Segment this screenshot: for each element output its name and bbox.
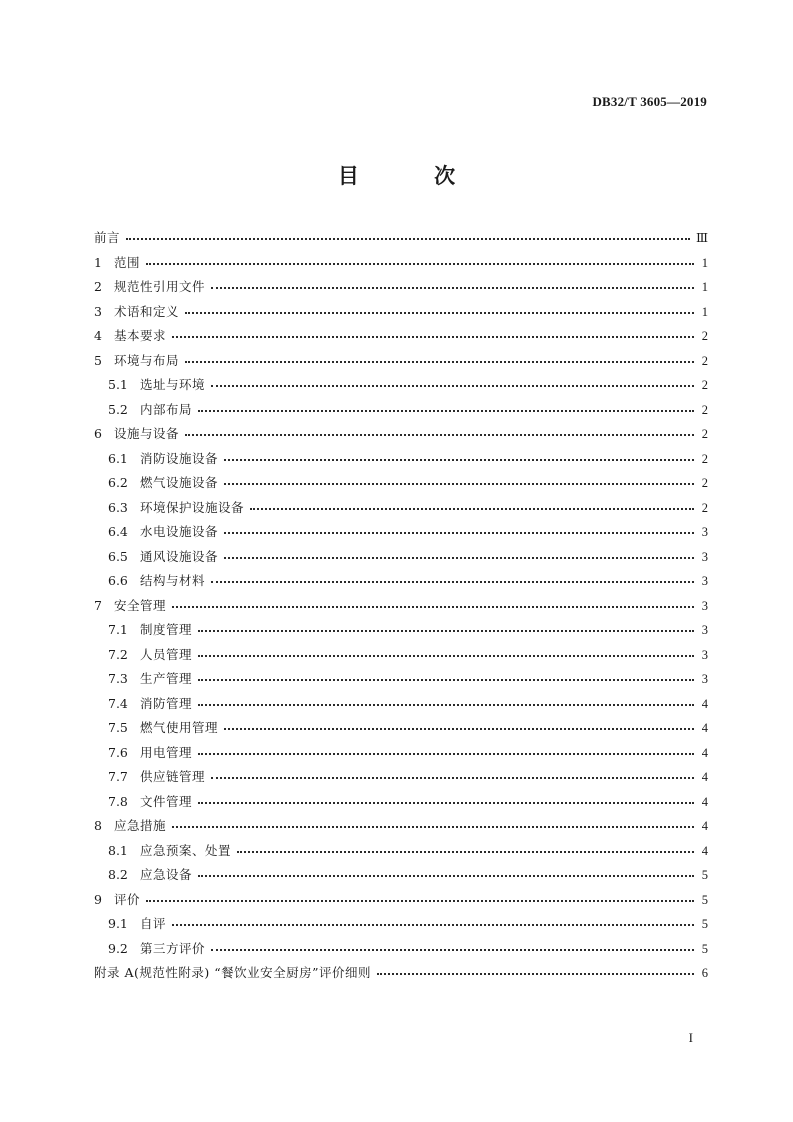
toc-dot-leader bbox=[198, 647, 694, 659]
toc-entry[interactable] bbox=[94, 422, 708, 447]
toc-entry-label: 应急措施 bbox=[114, 818, 167, 833]
toc-entry-number: 2 bbox=[94, 279, 102, 294]
toc-entry[interactable] bbox=[94, 912, 708, 937]
toc-entry-page: 3 bbox=[701, 549, 708, 564]
toc-entry[interactable] bbox=[94, 839, 708, 864]
toc-entry-page: 2 bbox=[701, 402, 708, 417]
toc-entry-number: 6.4 bbox=[108, 524, 128, 539]
toc-entry-label: 水电设施设备 bbox=[140, 524, 219, 539]
toc-entry-label: 术语和定义 bbox=[114, 303, 180, 319]
toc-entry[interactable] bbox=[94, 594, 708, 619]
toc-entry-number: 6.3 bbox=[108, 499, 128, 515]
toc-entry-label: 内部布局 bbox=[140, 401, 193, 417]
toc-entry[interactable] bbox=[94, 863, 708, 888]
toc-dot-leader bbox=[198, 696, 694, 708]
toc-entry-label: 第三方评价 bbox=[140, 940, 206, 956]
toc-entry-number: 7.5 bbox=[108, 720, 128, 735]
toc-entry-page: 4 bbox=[701, 721, 708, 735]
toc-entry-number: 3 bbox=[94, 303, 102, 319]
toc-entry-page: 3 bbox=[701, 525, 708, 539]
toc-entry-number: 7.8 bbox=[108, 793, 128, 809]
toc-entry-page: 3 bbox=[701, 647, 708, 662]
toc-dot-leader bbox=[185, 304, 694, 316]
toc-entry[interactable] bbox=[94, 765, 708, 790]
toc-entry-page: 3 bbox=[701, 672, 708, 686]
toc-entry-label: 应急预案、处置 bbox=[140, 842, 232, 858]
toc-entry[interactable] bbox=[94, 618, 708, 643]
toc-entry-number: 6.1 bbox=[108, 450, 128, 466]
table-of-contents bbox=[94, 226, 708, 986]
toc-entry[interactable] bbox=[94, 520, 708, 545]
toc-entry-number: 6.2 bbox=[108, 475, 128, 490]
toc-entry-number: 5.1 bbox=[108, 377, 128, 392]
toc-entry[interactable] bbox=[94, 275, 708, 300]
toc-entry-number: 1 bbox=[94, 254, 102, 270]
toc-entry-page: 4 bbox=[701, 745, 708, 760]
toc-entry[interactable] bbox=[94, 667, 708, 692]
toc-dot-leader bbox=[185, 426, 694, 438]
toc-entry-page: 4 bbox=[701, 770, 708, 784]
toc-entry-label: 燃气设施设备 bbox=[140, 475, 219, 490]
toc-entry-number: 7.4 bbox=[108, 695, 128, 711]
toc-entry-label: 生产管理 bbox=[140, 671, 193, 686]
toc-entry[interactable] bbox=[94, 349, 708, 374]
toc-entry[interactable] bbox=[94, 888, 708, 913]
toc-dot-leader bbox=[198, 867, 694, 879]
toc-dot-leader bbox=[146, 255, 694, 267]
toc-entry-label: 自评 bbox=[140, 916, 167, 931]
toc-entry-page: 2 bbox=[701, 353, 708, 368]
toc-entry-page: 2 bbox=[701, 427, 708, 441]
toc-entry-page: 3 bbox=[701, 623, 708, 637]
toc-dot-leader bbox=[126, 230, 690, 242]
toc-dot-leader bbox=[250, 500, 694, 512]
toc-entry-page: 5 bbox=[701, 892, 708, 907]
toc-entry-label: 制度管理 bbox=[140, 622, 193, 637]
toc-dot-leader bbox=[224, 549, 694, 561]
toc-entry-label: 范围 bbox=[114, 254, 141, 270]
toc-entry[interactable] bbox=[94, 496, 708, 521]
toc-entry-number: 4 bbox=[94, 328, 102, 343]
toc-entry-page: 1 bbox=[701, 280, 708, 294]
toc-entry-label: 附录 A(规范性附录) “餐饮业安全厨房”评价细则 bbox=[94, 965, 372, 980]
toc-entry-number: 7 bbox=[94, 597, 102, 613]
toc-entry-number: 6 bbox=[94, 426, 102, 441]
toc-entry[interactable] bbox=[94, 398, 708, 423]
toc-entry-page: 6 bbox=[701, 966, 708, 980]
toc-entry-number: 7.1 bbox=[108, 622, 128, 637]
toc-entry-number: 9 bbox=[94, 891, 102, 907]
toc-entry[interactable] bbox=[94, 471, 708, 496]
toc-entry-number: 7.6 bbox=[108, 744, 128, 760]
toc-entry-page: 5 bbox=[701, 917, 708, 931]
toc-entry-label: 供应链管理 bbox=[140, 769, 206, 784]
toc-entry-label: 安全管理 bbox=[114, 597, 167, 613]
toc-entry-label: 环境与布局 bbox=[114, 352, 180, 368]
toc-entry[interactable] bbox=[94, 300, 708, 325]
toc-entry-label: 结构与材料 bbox=[140, 573, 206, 588]
toc-entry[interactable] bbox=[94, 692, 708, 717]
toc-entry-label: 通风设施设备 bbox=[140, 548, 219, 564]
toc-dot-leader bbox=[198, 622, 694, 634]
toc-entry-label: 用电管理 bbox=[140, 744, 193, 760]
toc-entry-number: 8.2 bbox=[108, 867, 128, 882]
toc-dot-leader bbox=[198, 794, 694, 806]
toc-dot-leader bbox=[224, 524, 694, 536]
toc-dot-leader bbox=[172, 328, 694, 340]
toc-entry-label: 设施与设备 bbox=[114, 426, 180, 441]
toc-entry-page: 3 bbox=[701, 574, 708, 588]
toc-dot-leader bbox=[211, 941, 694, 953]
toc-entry-label: 消防设施设备 bbox=[140, 450, 219, 466]
toc-dot-leader bbox=[224, 475, 694, 487]
toc-entry-page: 2 bbox=[701, 451, 708, 466]
toc-entry-label: 应急设备 bbox=[140, 867, 193, 882]
toc-dot-leader bbox=[224, 451, 694, 463]
toc-dot-leader bbox=[237, 843, 694, 855]
toc-entry-page: 1 bbox=[701, 255, 708, 270]
toc-entry-page: Ⅲ bbox=[695, 231, 708, 245]
toc-dot-leader bbox=[198, 745, 694, 757]
toc-entry-number: 8.1 bbox=[108, 842, 128, 858]
toc-entry-label: 规范性引用文件 bbox=[114, 279, 206, 294]
toc-dot-leader bbox=[211, 573, 694, 585]
toc-entry-page: 5 bbox=[701, 941, 708, 956]
toc-entry-page: 4 bbox=[701, 843, 708, 858]
toc-entry[interactable] bbox=[94, 937, 708, 962]
toc-dot-leader bbox=[211, 769, 694, 781]
toc-entry-label: 人员管理 bbox=[140, 646, 193, 662]
toc-entry-page: 5 bbox=[701, 868, 708, 882]
toc-dot-leader bbox=[198, 402, 694, 414]
toc-dot-leader bbox=[185, 353, 694, 365]
toc-entry-number: 6.6 bbox=[108, 573, 128, 588]
toc-dot-leader bbox=[211, 279, 694, 291]
toc-entry-label: 选址与环境 bbox=[140, 377, 206, 392]
toc-entry-number: 7.7 bbox=[108, 769, 128, 784]
toc-entry-label: 前言 bbox=[94, 230, 121, 245]
toc-entry-label: 文件管理 bbox=[140, 793, 193, 809]
toc-entry-page: 2 bbox=[701, 500, 708, 515]
toc-entry-number: 8 bbox=[94, 818, 102, 833]
toc-entry[interactable] bbox=[94, 447, 708, 472]
toc-entry[interactable] bbox=[94, 643, 708, 668]
toc-entry-number: 9.1 bbox=[108, 916, 128, 931]
toc-entry[interactable] bbox=[94, 251, 708, 276]
toc-dot-leader bbox=[198, 671, 694, 683]
toc-entry-page: 4 bbox=[701, 819, 708, 833]
toc-entry-label: 基本要求 bbox=[114, 328, 167, 343]
toc-dot-leader bbox=[224, 720, 694, 732]
toc-entry-number: 5.2 bbox=[108, 401, 128, 417]
page-title: 目 次 bbox=[337, 164, 490, 188]
toc-entry-label: 消防管理 bbox=[140, 695, 193, 711]
toc-dot-leader bbox=[172, 916, 694, 928]
toc-dot-leader bbox=[172, 818, 694, 830]
toc-entry-label: 燃气使用管理 bbox=[140, 720, 219, 735]
toc-entry-page: 2 bbox=[701, 329, 708, 343]
toc-entry-page: 4 bbox=[701, 794, 708, 809]
toc-dot-leader bbox=[172, 598, 694, 610]
toc-entry-number: 7.2 bbox=[108, 646, 128, 662]
toc-entry[interactable] bbox=[94, 226, 708, 251]
toc-entry-number: 7.3 bbox=[108, 671, 128, 686]
page-number: I bbox=[688, 1030, 693, 1045]
document-code: DB32/T 3605—2019 bbox=[592, 94, 707, 109]
toc-entry[interactable] bbox=[94, 373, 708, 398]
toc-entry[interactable] bbox=[94, 716, 708, 741]
toc-entry[interactable] bbox=[94, 790, 708, 815]
toc-entry-number: 6.5 bbox=[108, 548, 128, 564]
toc-entry-page: 1 bbox=[701, 304, 708, 319]
toc-entry[interactable] bbox=[94, 569, 708, 594]
toc-entry-number: 5 bbox=[94, 352, 102, 368]
toc-entry-label: 环境保护设施设备 bbox=[140, 499, 245, 515]
toc-entry[interactable] bbox=[94, 741, 708, 766]
toc-dot-leader bbox=[377, 965, 694, 977]
toc-entry-page: 3 bbox=[701, 598, 708, 613]
toc-entry[interactable] bbox=[94, 324, 708, 349]
toc-entry-number: 9.2 bbox=[108, 940, 128, 956]
toc-dot-leader bbox=[211, 377, 694, 389]
toc-entry[interactable] bbox=[94, 545, 708, 570]
toc-entry[interactable] bbox=[94, 961, 708, 986]
toc-entry-page: 4 bbox=[701, 696, 708, 711]
toc-entry-label: 评价 bbox=[114, 891, 141, 907]
toc-entry-page: 2 bbox=[701, 378, 708, 392]
toc-entry-page: 2 bbox=[701, 476, 708, 490]
toc-dot-leader bbox=[146, 892, 694, 904]
toc-entry[interactable] bbox=[94, 814, 708, 839]
